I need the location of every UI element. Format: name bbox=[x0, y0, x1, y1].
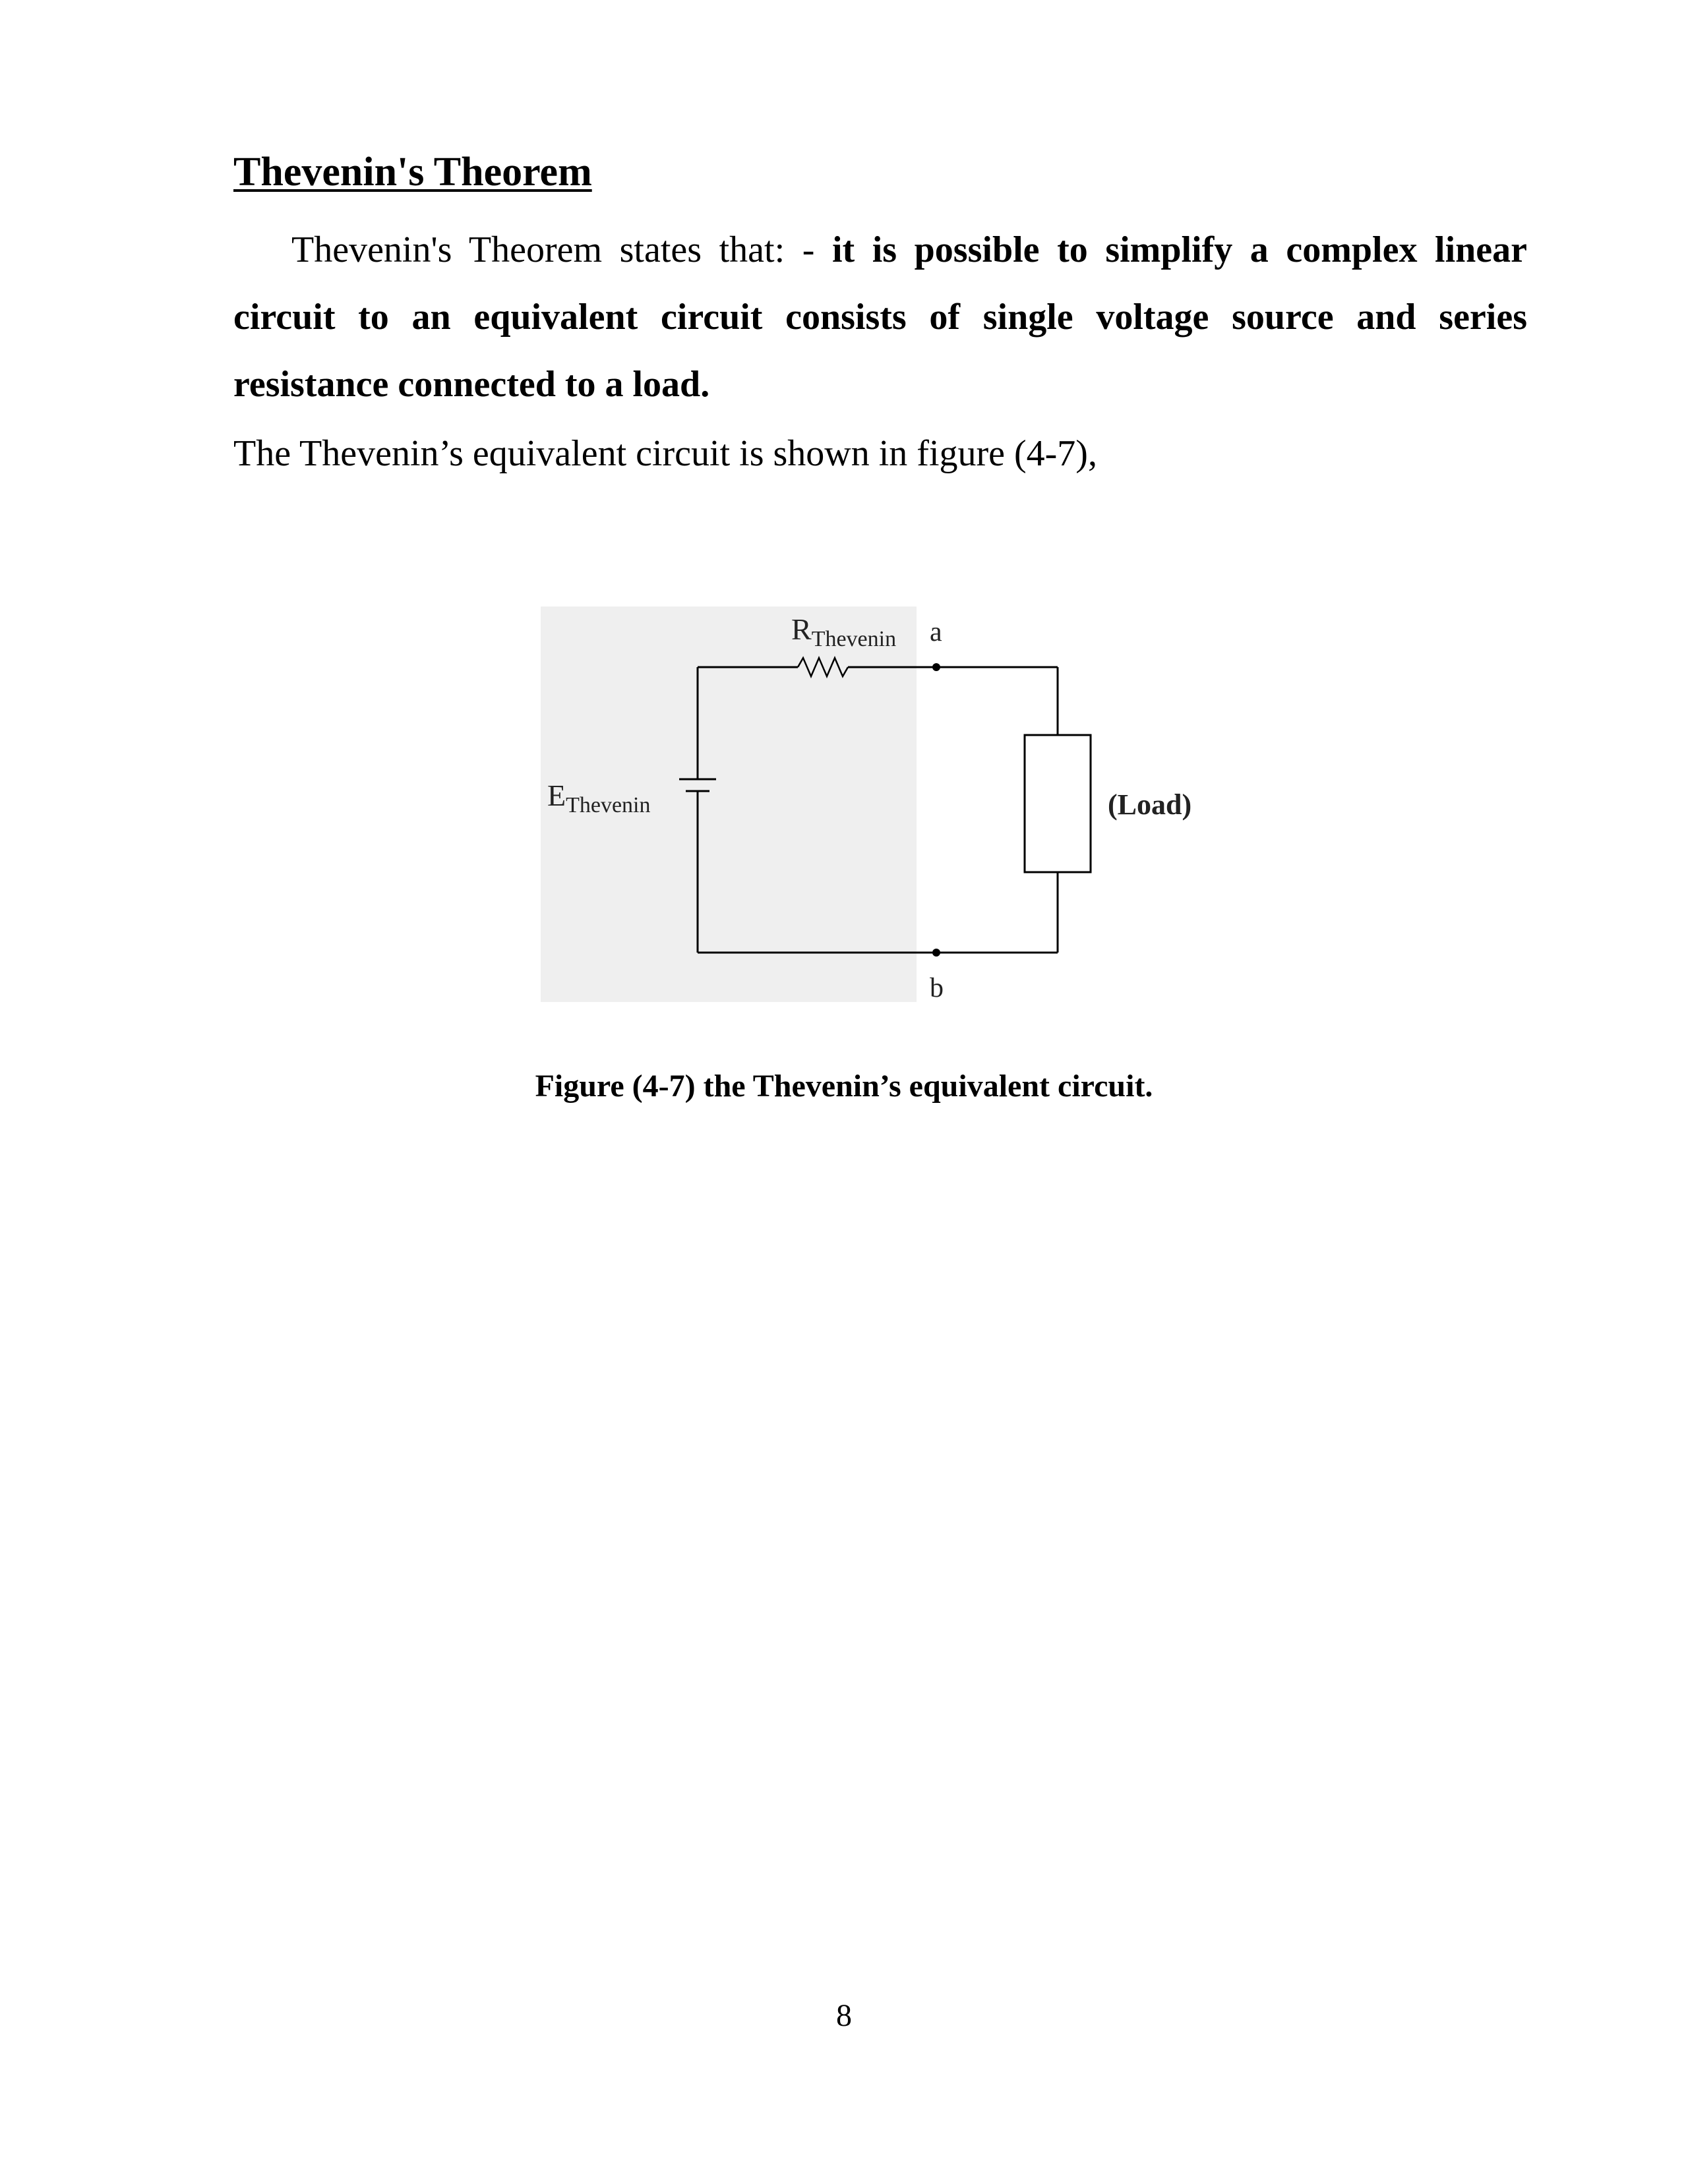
theorem-statement: it is possible to simplify a complex linear circuit to an equivalent circuit consists of single voltage source and series resistance connected to a load. bbox=[233, 229, 1527, 405]
terminal-b-label: b bbox=[930, 973, 944, 1003]
thevenin-circuit-figure bbox=[541, 606, 1240, 1015]
page-number: 8 bbox=[836, 1998, 852, 2033]
circuit-diagram bbox=[541, 606, 1240, 1015]
figure-caption: Figure (4-7) the Thevenin’s equivalent circuit. bbox=[535, 1069, 1153, 1104]
load-resistor-box bbox=[1025, 735, 1091, 872]
load-label: (Load) bbox=[1108, 788, 1192, 821]
terminal-a-label: a bbox=[930, 617, 942, 647]
theorem-paragraph bbox=[233, 216, 1527, 418]
r-thevenin-label: $R_{Thevenin}$ bbox=[791, 612, 897, 651]
section-heading: Thevenin's Theorem bbox=[233, 150, 592, 194]
e-thevenin-label: $E_{Thevenin}$ bbox=[547, 779, 651, 817]
theorem-intro: Thevenin's Theorem states that: - bbox=[291, 229, 832, 270]
figure-reference-line: The Thevenin’s equivalent circuit is shown in figure (4-7), bbox=[233, 433, 1097, 474]
